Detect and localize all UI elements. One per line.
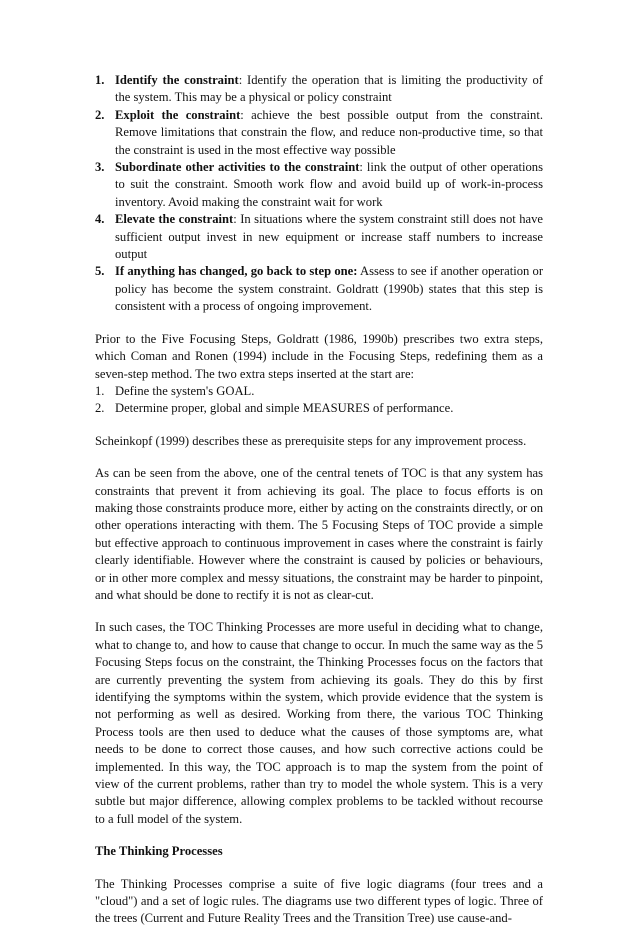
paragraph-prior-steps: Prior to the Five Focusing Steps, Goldratt (1986, 1990b) prescribes two extra steps, which Coman and Ronen (1994) include in the Focusing Steps, redefining them as a seven-step method. The two extra steps inserted at the start are: xyxy=(95,331,543,381)
step-number: 1. xyxy=(95,73,105,87)
paragraph-central-tenets: As can be seen from the above, one of the central tenets of TOC is that any system has constraints that prevent it from achieving its goal. The place to focus efforts is on making those constraints produce more, either by acting on the constraints directly, or on other operations interacting with them. The 5 Focusing Steps of TOC provide a simple but effective approach to continuous improvement in cases where the constraint is fairly clearly identifiable. However where the constraint is caused by policies or behaviours, or in other more complex and messy situations, the constraint may be harder to pinpoint, and what should be done to rectify it is not as clear-cut. xyxy=(95,466,543,602)
extra-steps-list xyxy=(95,383,543,418)
step-number: 5. xyxy=(95,264,105,279)
step-text: achieve the best possible output from the constraint. Remove limitations that constrain the flow, and reduce non-productive time, so that the constraint is used in the most effective way possible xyxy=(115,107,543,157)
step-title: Elevate the constraint xyxy=(115,212,234,227)
step-title: Exploit the constraint xyxy=(115,107,241,122)
step-number: 4. xyxy=(95,212,105,227)
focusing-steps-list xyxy=(95,72,543,316)
paragraph-thinking-processes: The Thinking Processes comprise a suite of five logic diagrams (four trees and a "cloud") and a set of logic rules. The diagrams use two different types of logic. Three of the trees (Current and Future Reality Trees and the Transition Tree) use cause-and- xyxy=(95,876,543,926)
step-item: 1. Identify the constraint: Identify the operation that is limiting the productivity of the system. This may be a physical or policy constraint xyxy=(95,72,543,107)
extra-step-item: 1. Define the system's GOAL. xyxy=(95,383,255,398)
step-item: 2. Exploit the constraint: achieve the best possible output from the constraint. Remove limitations that constrain the flow, and reduce non-productive time, so that the constraint is used in the most effective way possible xyxy=(95,107,543,159)
paragraph-thinking-processes-intro: In such cases, the TOC Thinking Processes are more useful in deciding what to change, what to change to, and how to cause that change to occur. In much the same way as the 5 Focusing Steps focus on the constraint, the Thinking Processes focus on the factors that are currently preventing the system from achieving its goals. They do this by first identifying the symptoms within the system, which provide evidence that the system is not performing as well as desired. Working from there, the various TOC Thinking Process tools are then used to deduce what the causes of those symptoms are, what needs to be done to correct those causes, and how such corrective actions could be implemented. In this way, the TOC approach is to map the system from the point of view of the current problems, rather than try to model the whole system. This is a very subtle but major difference, allowing complex problems to be tackled without recourse to a full model of the system. xyxy=(95,620,543,826)
step-item: 3. Subordinate other activities to the constraint: link the output of other operations to suit the constraint. Smooth work flow and avoid build up of work-in-process inventory. Avoid making the constraint wait for work xyxy=(95,159,543,211)
step-item xyxy=(95,263,543,315)
step-item: 4. Elevate the constraint: In situations where the system constraint still does not have sufficient output invest in new equipment or increase staff numbers to increase output xyxy=(95,211,543,263)
paragraph-scheinkopf: Scheinkopf (1999) describes these as prerequisite steps for any improvement process. xyxy=(95,433,527,448)
step-number: 2. xyxy=(95,107,105,122)
step-text: In situations where the system constraint still does not have sufficient output invest in new equipment or increase staff numbers to increase output xyxy=(115,212,543,262)
extra-step-item: 2. Determine proper, global and simple MEASURES of performance. xyxy=(95,401,454,416)
step-text: link the output of other operations to suit the constraint. Smooth work flow and avoid build up of work-in-process inventory. Avoid making the constraint wait for work xyxy=(115,160,543,209)
step-title: Identify the constraint xyxy=(115,73,239,87)
step-title: If anything has changed, go back to step one: xyxy=(115,264,358,279)
step-text: Assess to see if another operation or policy has become the system constraint. Goldratt (1990b) states that this step is consistent with a process of ongoing improvement. xyxy=(115,264,544,314)
step-number: 3. xyxy=(95,160,105,175)
step-title: Subordinate other activities to the constraint xyxy=(115,160,360,175)
step-text: Identify the operation that is limiting the productivity of the system. This may be a physical or policy constraint xyxy=(115,73,543,105)
section-heading: The Thinking Processes xyxy=(95,844,223,859)
